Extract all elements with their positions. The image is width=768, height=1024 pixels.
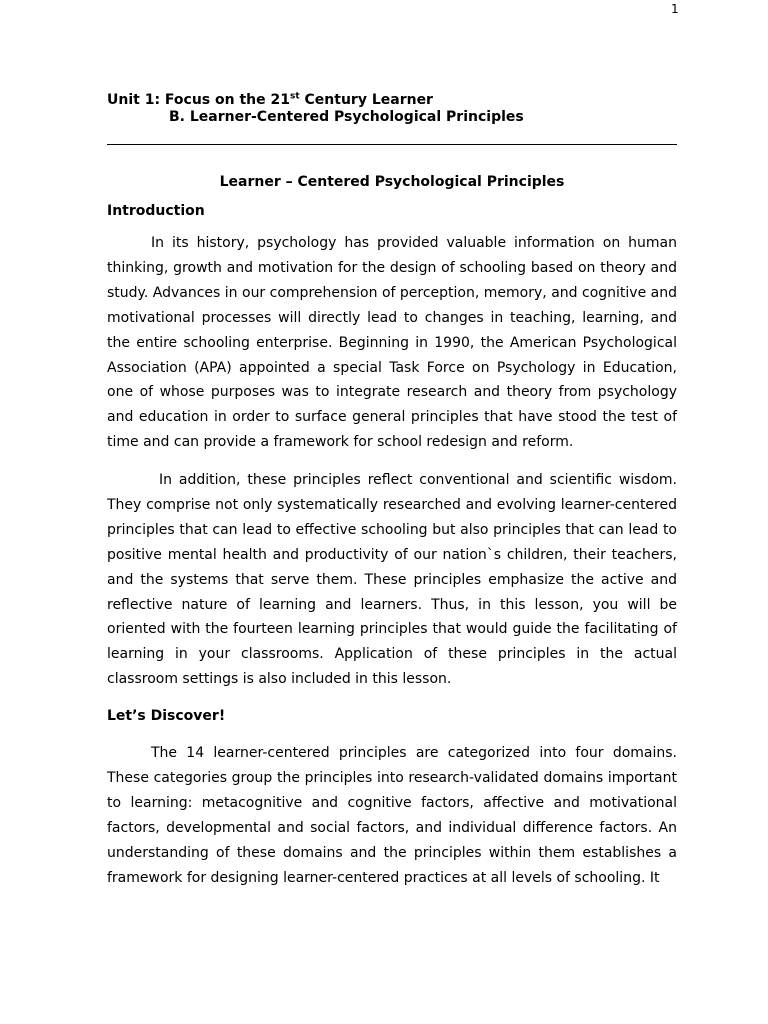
- introduction-heading: Introduction: [107, 203, 205, 219]
- lets-discover-heading: Let’s Discover!: [107, 708, 226, 724]
- discover-paragraph: The 14 learner-centered principles are categorized into four domains. These categories group the principles into research-validated domains important to learning: metacognitive and cognitive factors, affective and motivational factors, developmental and social factors, and individual difference factors. An understanding of these domains and the principles within them establishes a framework for designing learner-centered practices at all levels of schooling. It: [107, 745, 677, 886]
- unit-heading: [107, 92, 677, 126]
- unit-title: [107, 92, 677, 109]
- page-number: 1: [671, 2, 679, 16]
- unit-title-suffix: Century Learner: [299, 92, 433, 108]
- introduction-paragraph-2: In addition, these principles reflect conventional and scientific wisdom. They comprise not only systematically researched and evolving learner-centered principles that can lead to effective schooling but also principles that can lead to positive mental health and productivity of our nation`s children, their teachers, and the systems that serve them. These principles emphasize the active and reflective nature of learning and learners. Thus, in this lesson, you will be oriented with the fourteen learning principles that would guide the facilitating of learning in your classrooms. Application of these principles in the actual classroom settings is also included in this lesson.: [107, 472, 677, 688]
- document-title: Learner – Centered Psychological Principles: [219, 174, 565, 190]
- unit-subtitle: B. Learner-Centered Psychological Principles: [169, 109, 524, 125]
- unit-title-prefix: Unit 1: Focus on the 21: [107, 92, 290, 108]
- unit-title-superscript: st: [289, 91, 300, 102]
- header-divider: [107, 144, 677, 145]
- introduction-paragraph-1: In its history, psychology has provided valuable information on human thinking, growth and motivation for the design of schooling based on theory and study. Advances in our comprehension of perception, memory, and cognitive and motivational processes will directly lead to changes in teaching, learning, and the entire schooling enterprise. Beginning in 1990, the American Psychological Association (APA) appointed a special Task Force on Psychology in Education, one of whose purposes was to integrate research and theory from psychology and education in order to surface general principles that have stood the test of time and can provide a framework for school redesign and reform.: [107, 235, 677, 451]
